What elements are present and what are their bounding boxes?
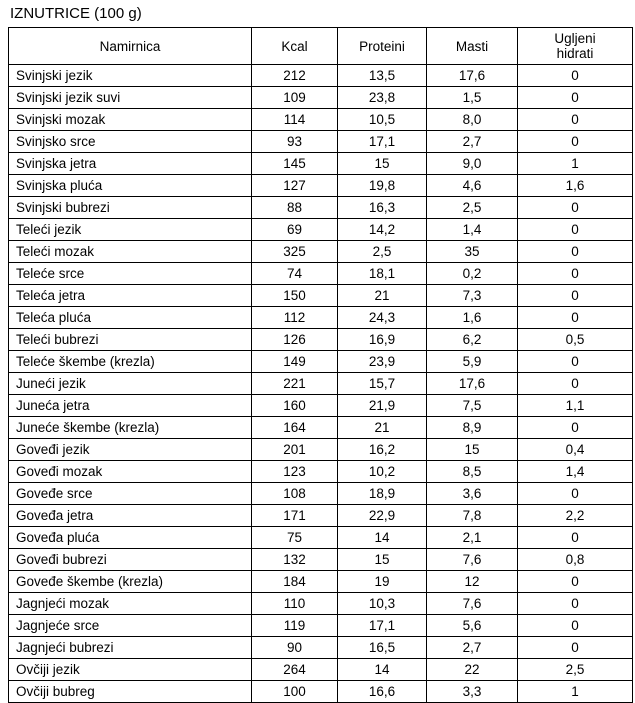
cell-protein: 15,7	[338, 373, 427, 395]
cell-kcal: 114	[252, 109, 338, 131]
table-row	[9, 593, 633, 615]
cell-kcal: 109	[252, 87, 338, 109]
table-row	[9, 285, 633, 307]
cell-kcal: 132	[252, 549, 338, 571]
cell-food-name: Teleća jetra	[9, 285, 252, 307]
cell-fat: 1,6	[427, 307, 518, 329]
cell-carbohydrates: 0	[518, 241, 633, 263]
table-row	[9, 219, 633, 241]
cell-protein: 21	[338, 285, 427, 307]
cell-food-name: Teleće škembe (krezla)	[9, 351, 252, 373]
cell-protein: 21	[338, 417, 427, 439]
cell-fat: 7,3	[427, 285, 518, 307]
cell-protein: 15	[338, 153, 427, 175]
cell-fat: 12	[427, 571, 518, 593]
cell-fat: 7,6	[427, 549, 518, 571]
cell-protein: 16,9	[338, 329, 427, 351]
cell-kcal: 149	[252, 351, 338, 373]
cell-carbohydrates: 0	[518, 87, 633, 109]
table-row	[9, 65, 633, 87]
cell-food-name: Juneća jetra	[9, 395, 252, 417]
cell-food-name: Goveđa jetra	[9, 505, 252, 527]
cell-kcal: 112	[252, 307, 338, 329]
cell-fat: 0,2	[427, 263, 518, 285]
cell-protein: 24,3	[338, 307, 427, 329]
cell-food-name: Goveđe srce	[9, 483, 252, 505]
cell-protein: 10,5	[338, 109, 427, 131]
cell-carbohydrates: 0	[518, 527, 633, 549]
table-row	[9, 241, 633, 263]
cell-fat: 5,6	[427, 615, 518, 637]
cell-fat: 17,6	[427, 373, 518, 395]
cell-kcal: 88	[252, 197, 338, 219]
cell-carbohydrates: 0	[518, 483, 633, 505]
table-header	[9, 28, 633, 65]
cell-kcal: 110	[252, 593, 338, 615]
cell-kcal: 74	[252, 263, 338, 285]
table-row	[9, 307, 633, 329]
cell-food-name: Teleće srce	[9, 263, 252, 285]
table-row	[9, 175, 633, 197]
cell-kcal: 100	[252, 681, 338, 703]
cell-fat: 15	[427, 439, 518, 461]
cell-protein: 10,3	[338, 593, 427, 615]
cell-kcal: 93	[252, 131, 338, 153]
nutrition-table	[8, 27, 633, 703]
cell-food-name: Goveđe škembe (krezla)	[9, 571, 252, 593]
table-header-row	[9, 28, 633, 65]
cell-fat: 2,1	[427, 527, 518, 549]
cell-kcal: 150	[252, 285, 338, 307]
cell-food-name: Teleći bubrezi	[9, 329, 252, 351]
cell-food-name: Svinjski bubrezi	[9, 197, 252, 219]
table-row	[9, 373, 633, 395]
cell-food-name: Goveđi mozak	[9, 461, 252, 483]
column-header-protein: Proteini	[338, 28, 427, 65]
table-row	[9, 351, 633, 373]
cell-protein: 17,1	[338, 131, 427, 153]
table-row	[9, 87, 633, 109]
cell-food-name: Juneći jezik	[9, 373, 252, 395]
cell-protein: 13,5	[338, 65, 427, 87]
table-row	[9, 615, 633, 637]
cell-protein: 2,5	[338, 241, 427, 263]
table-row	[9, 527, 633, 549]
cell-kcal: 108	[252, 483, 338, 505]
cell-kcal: 160	[252, 395, 338, 417]
cell-kcal: 145	[252, 153, 338, 175]
cell-carbohydrates: 0	[518, 373, 633, 395]
table-row	[9, 439, 633, 461]
cell-food-name: Ovčiji jezik	[9, 659, 252, 681]
cell-protein: 17,1	[338, 615, 427, 637]
cell-food-name: Ovčiji bubreg	[9, 681, 252, 703]
cell-carbohydrates: 1,1	[518, 395, 633, 417]
cell-kcal: 325	[252, 241, 338, 263]
cell-carbohydrates: 1	[518, 153, 633, 175]
cell-fat: 3,3	[427, 681, 518, 703]
cell-carbohydrates: 0	[518, 615, 633, 637]
column-header-carbohydrates	[518, 28, 633, 65]
cell-kcal: 164	[252, 417, 338, 439]
cell-food-name: Juneće škembe (krezla)	[9, 417, 252, 439]
cell-carbohydrates: 0	[518, 571, 633, 593]
cell-kcal: 201	[252, 439, 338, 461]
cell-kcal: 90	[252, 637, 338, 659]
cell-fat: 35	[427, 241, 518, 263]
cell-protein: 10,2	[338, 461, 427, 483]
cell-kcal: 127	[252, 175, 338, 197]
cell-carbohydrates: 0	[518, 307, 633, 329]
cell-fat: 5,9	[427, 351, 518, 373]
table-body	[9, 65, 633, 703]
table-row	[9, 505, 633, 527]
table-row	[9, 461, 633, 483]
cell-fat: 4,6	[427, 175, 518, 197]
cell-carbohydrates: 0,5	[518, 329, 633, 351]
cell-kcal: 123	[252, 461, 338, 483]
column-header-name: Namirnica	[9, 28, 252, 65]
column-header-fat: Masti	[427, 28, 518, 65]
cell-protein: 18,1	[338, 263, 427, 285]
cell-protein: 14	[338, 659, 427, 681]
cell-food-name: Teleći jezik	[9, 219, 252, 241]
cell-fat: 7,8	[427, 505, 518, 527]
cell-fat: 8,9	[427, 417, 518, 439]
cell-food-name: Svinjska pluća	[9, 175, 252, 197]
cell-carbohydrates: 1	[518, 681, 633, 703]
table-row	[9, 329, 633, 351]
cell-food-name: Svinjski jezik suvi	[9, 87, 252, 109]
cell-kcal: 126	[252, 329, 338, 351]
cell-fat: 9,0	[427, 153, 518, 175]
cell-protein: 14,2	[338, 219, 427, 241]
cell-carbohydrates: 0	[518, 219, 633, 241]
cell-kcal: 69	[252, 219, 338, 241]
cell-fat: 17,6	[427, 65, 518, 87]
cell-food-name: Svinjski jezik	[9, 65, 252, 87]
cell-carbohydrates: 0	[518, 263, 633, 285]
cell-fat: 2,5	[427, 197, 518, 219]
cell-kcal: 184	[252, 571, 338, 593]
cell-protein: 16,2	[338, 439, 427, 461]
cell-food-name: Svinjsko srce	[9, 131, 252, 153]
cell-protein: 14	[338, 527, 427, 549]
cell-carbohydrates: 0	[518, 131, 633, 153]
cell-food-name: Jagnjeće srce	[9, 615, 252, 637]
cell-protein: 18,9	[338, 483, 427, 505]
cell-protein: 22,9	[338, 505, 427, 527]
cell-fat: 2,7	[427, 637, 518, 659]
cell-food-name: Jagnjeći bubrezi	[9, 637, 252, 659]
cell-carbohydrates: 0	[518, 417, 633, 439]
cell-fat: 7,5	[427, 395, 518, 417]
cell-food-name: Svinjska jetra	[9, 153, 252, 175]
table-row	[9, 681, 633, 703]
cell-food-name: Goveđa pluća	[9, 527, 252, 549]
cell-protein: 19,8	[338, 175, 427, 197]
cell-protein: 23,8	[338, 87, 427, 109]
cell-carbohydrates: 0	[518, 285, 633, 307]
cell-carbohydrates: 0	[518, 637, 633, 659]
cell-protein: 23,9	[338, 351, 427, 373]
cell-carbohydrates: 2,2	[518, 505, 633, 527]
cell-kcal: 171	[252, 505, 338, 527]
table-row	[9, 109, 633, 131]
cell-food-name: Teleća pluća	[9, 307, 252, 329]
cell-carbohydrates: 0	[518, 593, 633, 615]
cell-carbohydrates: 0	[518, 109, 633, 131]
cell-fat: 2,7	[427, 131, 518, 153]
cell-protein: 21,9	[338, 395, 427, 417]
table-row	[9, 571, 633, 593]
cell-protein: 16,3	[338, 197, 427, 219]
cell-carbohydrates: 0,4	[518, 439, 633, 461]
column-header-carbohydrates-line2: hidrati	[556, 46, 594, 61]
cell-food-name: Goveđi bubrezi	[9, 549, 252, 571]
cell-carbohydrates: 0,8	[518, 549, 633, 571]
table-row	[9, 549, 633, 571]
cell-carbohydrates: 1,4	[518, 461, 633, 483]
cell-fat: 22	[427, 659, 518, 681]
cell-food-name: Teleći mozak	[9, 241, 252, 263]
table-row	[9, 131, 633, 153]
cell-fat: 8,5	[427, 461, 518, 483]
cell-protein: 15	[338, 549, 427, 571]
page-title: IZNUTRICE (100 g)	[10, 5, 142, 22]
cell-kcal: 264	[252, 659, 338, 681]
cell-kcal: 119	[252, 615, 338, 637]
cell-fat: 8,0	[427, 109, 518, 131]
cell-fat: 1,5	[427, 87, 518, 109]
table-row	[9, 659, 633, 681]
cell-carbohydrates: 0	[518, 65, 633, 87]
table-row	[9, 263, 633, 285]
cell-fat: 7,6	[427, 593, 518, 615]
table-row	[9, 153, 633, 175]
column-header-kcal: Kcal	[252, 28, 338, 65]
table-row	[9, 197, 633, 219]
table-row	[9, 417, 633, 439]
cell-kcal: 75	[252, 527, 338, 549]
cell-food-name: Goveđi jezik	[9, 439, 252, 461]
cell-carbohydrates: 2,5	[518, 659, 633, 681]
cell-kcal: 212	[252, 65, 338, 87]
column-header-carbohydrates-line1: Ugljeni	[554, 31, 596, 46]
cell-kcal: 221	[252, 373, 338, 395]
table-row	[9, 483, 633, 505]
cell-food-name: Jagnjeći mozak	[9, 593, 252, 615]
cell-carbohydrates: 1,6	[518, 175, 633, 197]
cell-protein: 16,5	[338, 637, 427, 659]
cell-food-name: Svinjski mozak	[9, 109, 252, 131]
cell-fat: 6,2	[427, 329, 518, 351]
table-row	[9, 395, 633, 417]
table-row	[9, 637, 633, 659]
cell-protein: 16,6	[338, 681, 427, 703]
cell-fat: 1,4	[427, 219, 518, 241]
cell-fat: 3,6	[427, 483, 518, 505]
cell-protein: 19	[338, 571, 427, 593]
cell-carbohydrates: 0	[518, 351, 633, 373]
cell-carbohydrates: 0	[518, 197, 633, 219]
